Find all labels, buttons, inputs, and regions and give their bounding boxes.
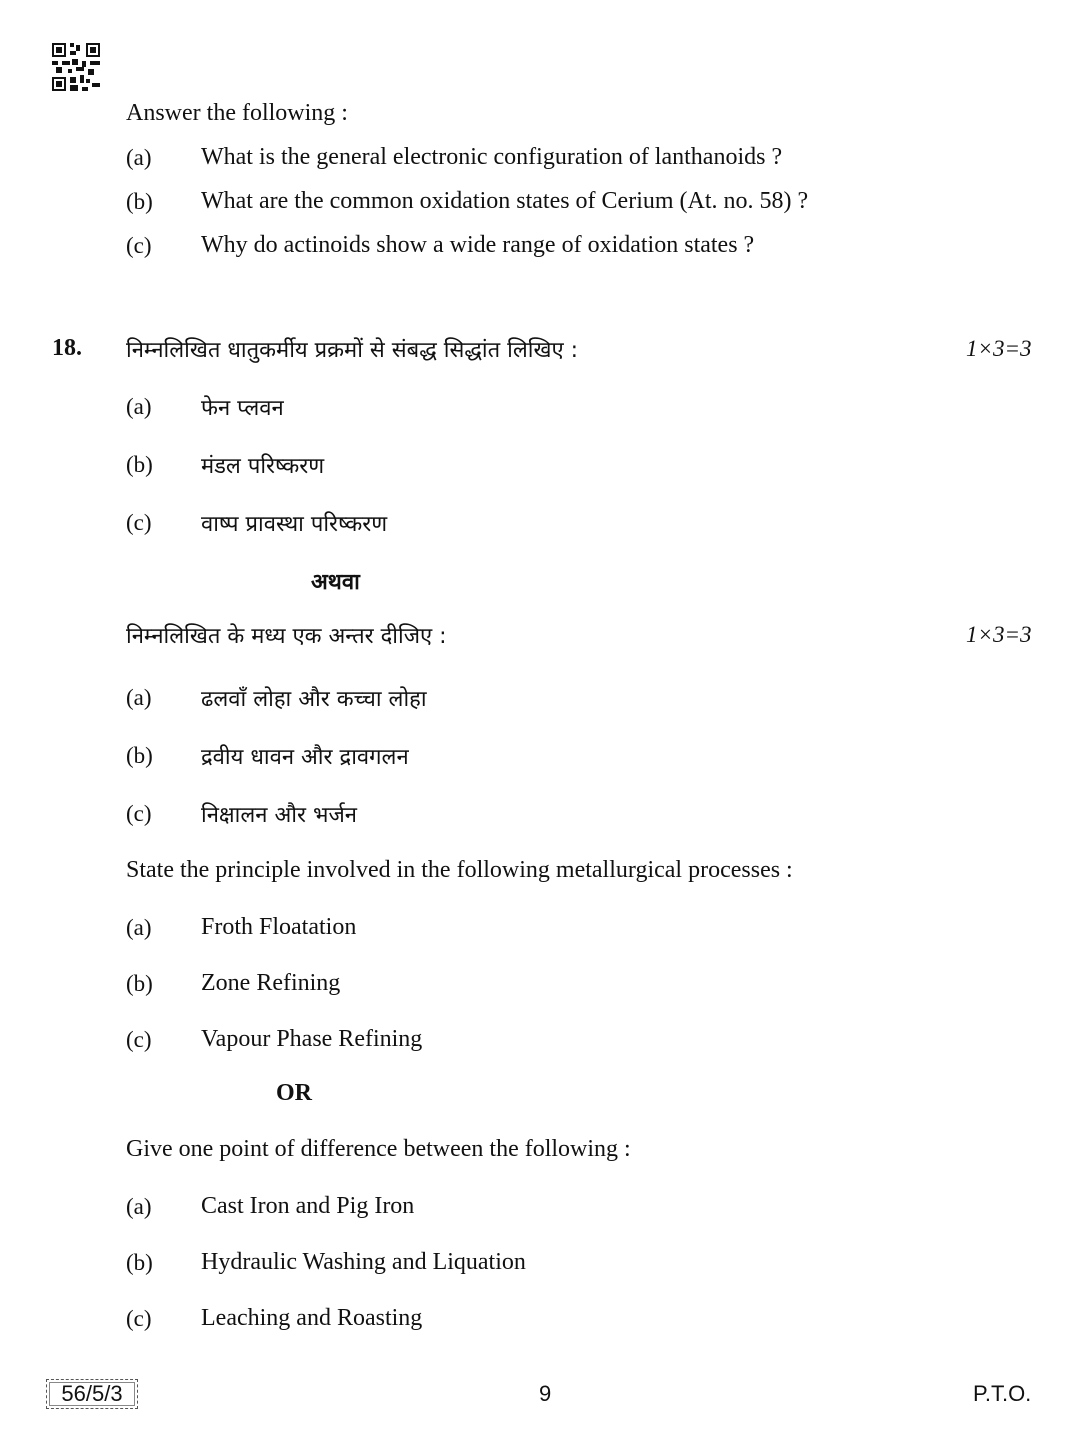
q17-heading: Answer the following : [126, 100, 348, 126]
q18-english-or: OR [276, 1080, 312, 1106]
q18-hindi-or-item-b-label: (b) [126, 743, 153, 768]
q18-hindi-item-c-label: (c) [126, 510, 152, 535]
q18-hindi-item-b-label: (b) [126, 452, 153, 477]
q18-english-item-a-text: Froth Floatation [201, 914, 357, 940]
q18-hindi-or: अथवा [311, 570, 360, 595]
q18-hindi-or-item-c-label: (c) [126, 801, 152, 826]
q18-english-or-item-b-text: Hydraulic Washing and Liquation [201, 1249, 526, 1275]
q18-hindi-or-item-a-text: ढलवाँ लोहा और कच्चा लोहा [201, 687, 427, 712]
q18-hindi-or-item-c-text: निक्षालन और भर्जन [201, 803, 357, 828]
q18-hindi-item-b-text: मंडल परिष्करण [201, 454, 325, 479]
q18-english-or-item-a-text: Cast Iron and Pig Iron [201, 1193, 415, 1219]
q18-hindi-item-a-text: फेन प्लवन [201, 396, 284, 421]
q18-english-prompt: State the principle involved in the following metallurgical processes : [126, 857, 793, 883]
q18-english-item-b-label: (b) [126, 971, 153, 996]
paper-code-box [46, 1379, 138, 1409]
q18-hindi-item-c-text: वाष्प प्रावस्था परिष्करण [201, 512, 388, 537]
q18-number: 18. [52, 335, 82, 361]
q17-item-a-text: What is the general electronic configuration of lanthanoids ? [201, 144, 783, 170]
q18-english-item-a-label: (a) [126, 915, 152, 940]
q17-item-c-label: (c) [126, 233, 152, 258]
pto-label: P.T.O. [973, 1381, 1032, 1406]
q18-hindi-or-item-a-label: (a) [126, 685, 152, 710]
paper-code: 56/5/3 [61, 1381, 123, 1406]
qr-code-icon [52, 43, 100, 91]
q18-english-or-item-c-text: Leaching and Roasting [201, 1305, 423, 1331]
q18-hindi-prompt: निम्नलिखित धातुकर्मीय प्रक्रमों से संबद्ध सिद्धांत लिखिए : [126, 338, 579, 363]
q18-marks: 1×3=3 [966, 336, 1032, 361]
q18-hindi-or-marks: 1×3=3 [966, 622, 1032, 647]
q18-english-item-b-text: Zone Refining [201, 970, 341, 996]
q18-english-or-item-a-label: (a) [126, 1194, 152, 1219]
q18-english-or-item-c-label: (c) [126, 1306, 152, 1331]
q17-item-b-label: (b) [126, 189, 153, 214]
q18-english-or-prompt: Give one point of difference between the following : [126, 1136, 631, 1162]
q17-item-c-text: Why do actinoids show a wide range of oxidation states ? [201, 232, 755, 258]
q18-hindi-or-item-b-text: द्रवीय धावन और द्रावगलन [201, 745, 409, 770]
q18-english-or-item-b-label: (b) [126, 1250, 153, 1275]
q18-hindi-or-prompt: निम्नलिखित के मध्य एक अन्तर दीजिए : [126, 624, 447, 649]
q17-item-b-text: What are the common oxidation states of Cerium (At. no. 58) ? [201, 188, 809, 214]
q18-english-item-c-text: Vapour Phase Refining [201, 1026, 423, 1052]
page-number: 9 [539, 1381, 552, 1406]
q18-english-item-c-label: (c) [126, 1027, 152, 1052]
q18-hindi-item-a-label: (a) [126, 394, 152, 419]
q17-item-a-label: (a) [126, 145, 152, 170]
